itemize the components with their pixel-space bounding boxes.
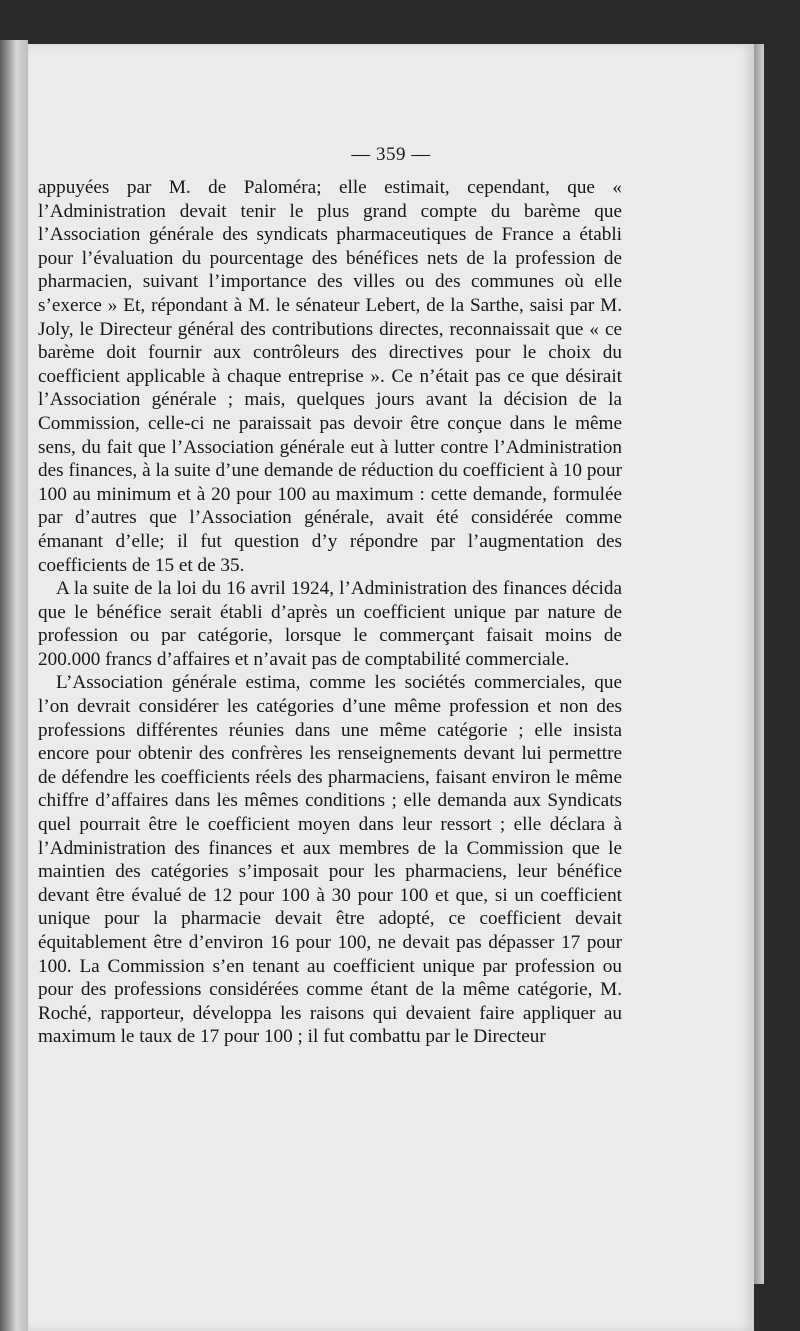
- page-edge-shadow: [754, 44, 764, 1284]
- book-page: [28, 44, 754, 1331]
- paragraph-1: appuyées par M. de Paloméra; elle estimait, cependant, que « l’Administration devait tenir le plus grand compte du barème que l’Association générale des syndicats pharmaceutiques de France a établi pour l’évaluation du pourcentage des bénéfices nets de la profession de pharmacien, suivant l’importance des villes ou des communes où elle s’exerce » Et, répondant à M. le sénateur Lebert, de la Sarthe, saisi par M. Joly, le Directeur général des contributions directes, reconnaissait que « ce barème doit fournir aux contrôleurs des directives pour le choix du coefficient applicable à chaque entreprise ». Ce n’était pas ce que désirait l’Association générale ; mais, quelques jours avant la décision de la Commission, celle-ci ne paraissait pas devoir être conçue dans le même sens, du fait que l’Association générale eut à lutter contre l’Administration des finances, à la suite d’une demande de réduction du coefficient à 10 pour 100 au minimum et à 20 pour 100 au maximum : cette demande, formulée par d’autres que l’Association générale, avait été considérée comme émanant d’elle; il fut question d’y répondre par l’augmentation des coefficients de 15 et de 35.: [38, 177, 622, 576]
- paragraph-3: L’Association générale estima, comme les sociétés commerciales, que l’on devrait considérer les catégories d’une même profession et non des professions différentes réunies dans une même catégorie ; elle insista encore pour obtenir des confrères les renseignements devant lui permettre de défendre les coefficients réels des pharmaciens, faisant environ le même chiffre d’affaires dans les mêmes conditions ; elle demanda aux Syndicats quel pourrait être le coefficient moyen dans leur ressort ; elle déclara à l’Administration des finances et aux membres de la Commission que le maintien des catégories s’imposait pour les pharmaciens, leur bénéfice devant être évalué de 12 pour 100 à 30 pour 100 et que, si un coefficient unique pour la pharmacie devait être adopté, ce coefficient devait équitablement être d’environ 16 pour 100, ne devait pas dépasser 17 pour 100. La Commission s’en tenant au coefficient unique par profession ou pour des professions considérées comme étant de la même catégorie, M. Roché, rapporteur, développa les raisons qui devaient faire appliquer au maximum le taux de 17 pour 100 ; il fut combattu par le Directeur: [38, 672, 622, 1048]
- paragraph-2: A la suite de la loi du 16 avril 1924, l’Administration des finances décida que le bénéfice serait établi d’après un coefficient unique par nature de profession ou par catégorie, lorsque le commerçant faisait moins de 200.000 francs d’affaires et n’avait pas de comptabilité commerciale.: [38, 578, 622, 670]
- page-number: — 359 —: [351, 144, 431, 165]
- page-body: [38, 176, 622, 1049]
- previous-page-edge: [0, 40, 28, 1331]
